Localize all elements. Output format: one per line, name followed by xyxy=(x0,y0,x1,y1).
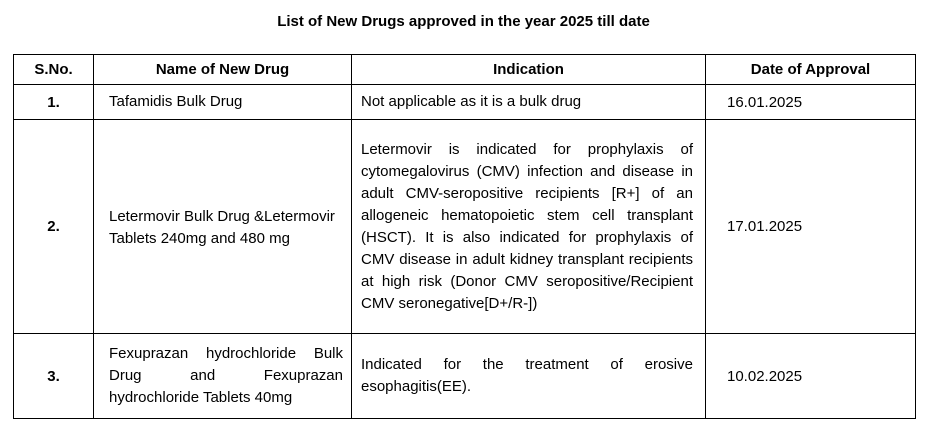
row-drug-name: Letermovir Bulk Drug &Letermovir Tablets 240mg and 480 mg xyxy=(94,120,352,334)
row-sno: 3. xyxy=(14,334,94,419)
header-indication: Indication xyxy=(352,55,706,85)
row-approval-date: 16.01.2025 xyxy=(706,85,916,120)
row-indication: Indicated for the treatment of erosive esophagitis(EE). xyxy=(352,334,706,419)
row-drug-name: Fexuprazan hydrochloride Bulk Drug and Fexuprazan hydrochloride Tablets 40mg xyxy=(94,334,352,419)
row-approval-date: 17.01.2025 xyxy=(706,120,916,334)
table-row xyxy=(14,120,916,334)
header-date-of-approval: Date of Approval xyxy=(706,55,916,85)
row-approval-date: 10.02.2025 xyxy=(706,334,916,419)
header-drug-name: Name of New Drug xyxy=(94,55,352,85)
row-drug-name: Tafamidis Bulk Drug xyxy=(94,85,352,120)
row-sno: 1. xyxy=(14,85,94,120)
new-drugs-table xyxy=(13,54,916,419)
header-sno: S.No. xyxy=(14,55,94,85)
row-indication: Letermovir is indicated for prophylaxis of cytomegalovirus (CMV) infection and disease in adult CMV-seropositive recipients [R+] of an allogeneic hematopoietic stem cell transplant (HSCT). It is also indicated for prophylaxis of CMV disease in adult kidney transplant recipients at high risk (Donor CMV seropositive/Recipient CMV seronegative[D+/R-]) xyxy=(352,120,706,334)
row-sno: 2. xyxy=(14,120,94,334)
table-row xyxy=(14,334,916,419)
row-indication: Not applicable as it is a bulk drug xyxy=(352,85,706,120)
table-header-row xyxy=(14,55,916,85)
table-row xyxy=(14,85,916,120)
document-title: List of New Drugs approved in the year 2025 till date xyxy=(277,13,650,30)
